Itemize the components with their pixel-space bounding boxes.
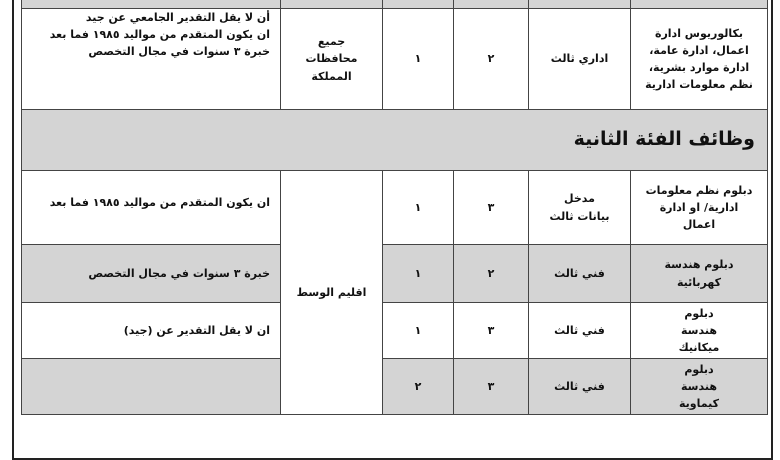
qualification-cell: دبلوم هندسة كهربائية	[630, 244, 768, 303]
condition: ان يكون المتقدم من مواليد ١٩٨٥ فما بعد	[49, 28, 270, 42]
grade-cell: ٣	[453, 302, 529, 359]
job-title-cell: مدخل بيانات ثالث	[528, 170, 631, 245]
count-cell: ١	[382, 170, 454, 245]
count-cell: ١	[382, 8, 454, 110]
conditions-cell: ان يكون المتقدم من مواليد ١٩٨٥ فما بعد	[21, 170, 281, 245]
count-cell: ١	[382, 302, 454, 359]
job-title-cell: فني ثالث	[528, 302, 631, 359]
qualification-cell: دبلوم هندسة ميكانيك	[630, 302, 768, 359]
conditions-cell: خبرة ٣ سنوات في مجال التخصص	[21, 244, 281, 303]
qualification-cell: بكالوريوس ادارة اعمال، ادارة عامة، ادارة موارد بشرية، نظم معلومات ادارية	[630, 8, 768, 110]
location-cell: جميع محافظات المملكة	[280, 8, 383, 110]
job-title-cell: اداري ثالث	[528, 8, 631, 110]
qualification-cell: دبلوم نظم معلومات ادارية/ او ادارة اعمال	[630, 170, 768, 245]
job-title-cell: فني ثالث	[528, 358, 631, 415]
region-cell: اقليم الوسط	[280, 170, 383, 415]
grade-cell: ٢	[453, 8, 529, 110]
grade-cell: ٢	[453, 244, 529, 303]
conditions-cell	[21, 358, 281, 415]
grade-cell: ٣	[453, 358, 529, 415]
job-title-cell: فني ثالث	[528, 244, 631, 303]
count-cell: ١	[382, 244, 454, 303]
section-title: وظائف الفئة الثانية	[21, 109, 768, 171]
condition: أن لا يقل التقدير الجامعي عن جيد	[85, 11, 270, 24]
grade-cell: ٣	[453, 170, 529, 245]
condition: خبرة ٣ سنوات في مجال التخصص	[88, 45, 270, 59]
qualification-cell: دبلوم هندسة كيماوية	[630, 358, 768, 415]
count-cell: ٢	[382, 358, 454, 415]
conditions-cell	[21, 8, 281, 110]
conditions-cell: ان لا يقل التقدير عن (جيد)	[21, 302, 281, 359]
